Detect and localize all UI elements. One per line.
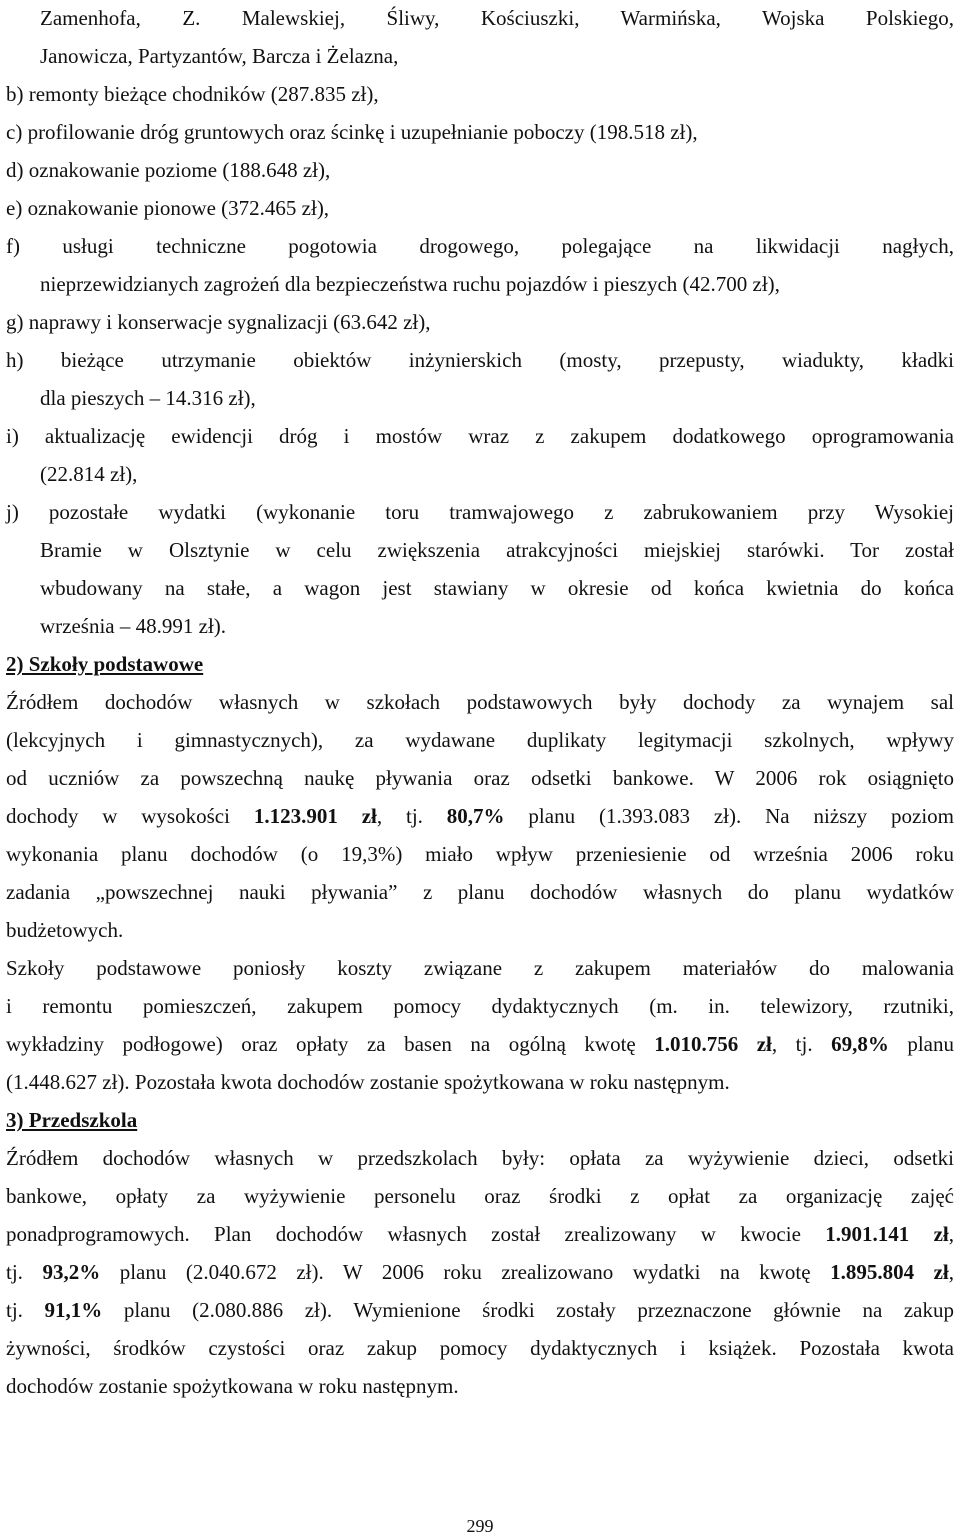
list-item-a-continued: Zamenhofa, Z. Malewskiej, Śliwy, Kościuszki, Warmińska, Wojska Polskiego,: [40, 6, 954, 30]
list-item-e: e) oznakowanie pionowe (372.465 zł),: [6, 196, 330, 220]
list-item-h: h) bieżące utrzymanie obiektów inżynierskich (mosty, przepusty, wiadukty, kładki: [6, 348, 954, 372]
paragraph-line: [6, 1032, 954, 1056]
text-span: ,: [948, 1222, 954, 1246]
text-span: , tj.: [771, 1032, 832, 1056]
list-item-b: b) remonty bieżące chodników (287.835 zł),: [6, 82, 379, 106]
list-item-g: g) naprawy i konserwacje sygnalizacji (63.642 zł),: [6, 310, 431, 334]
paragraph-line: i remontu pomieszczeń, zakupem pomocy dydaktycznych (m. in. telewizory, rzutniki,: [6, 994, 954, 1018]
list-item-f: nieprzewidzianych zagrożeń dla bezpieczeństwa ruchu pojazdów i pieszych (42.700 zł),: [40, 272, 780, 296]
list-item-j: wbudowany na stałe, a wagon jest stawiany w okresie od końca kwietnia do końca: [40, 576, 954, 600]
list-item-d: d) oznakowanie poziome (188.648 zł),: [6, 158, 331, 182]
amount-bold: 1.123.901 zł: [253, 804, 377, 828]
text-span: planu: [888, 1032, 955, 1056]
text-span: ,: [948, 1260, 955, 1284]
paragraph-line: [6, 804, 954, 828]
text-span: , tj.: [376, 804, 447, 828]
text-span: planu (2.080.886 zł). Wymienione środki zostały przeznaczone głównie na zakup: [102, 1298, 955, 1322]
amount-bold: 1.895.804 zł: [830, 1260, 949, 1284]
paragraph-line: Źródłem dochodów własnych w szkołach podstawowych były dochody za wynajem sal: [6, 690, 954, 714]
paragraph-line: wykonania planu dochodów (o 19,3%) miało wpływ przeniesienie od września 2006 roku: [6, 842, 954, 866]
section-heading: 2) Szkoły podstawowe: [6, 652, 204, 676]
text-span: tj.: [6, 1298, 45, 1322]
paragraph-line: dochodów zostanie spożytkowana w roku następnym.: [6, 1374, 459, 1398]
percent-bold: 69,8%: [831, 1032, 889, 1056]
amount-bold: 1.901.141 zł: [825, 1222, 949, 1246]
paragraph-line: Źródłem dochodów własnych w przedszkolach były: opłata za wyżywienie dzieci, odsetki: [6, 1146, 954, 1170]
paragraph-line: [6, 1298, 954, 1322]
percent-bold: 91,1%: [44, 1298, 103, 1322]
paragraph-line: Szkoły podstawowe poniosły koszty związane z zakupem materiałów do malowania: [6, 956, 954, 980]
paragraph-line: budżetowych.: [6, 918, 124, 942]
paragraph-line: [6, 1260, 954, 1284]
text-span: dochody w wysokości: [6, 804, 254, 828]
text-span: planu (1.393.083 zł). Na niższy poziom: [504, 804, 955, 828]
paragraph-line: bankowe, opłaty za wyżywienie personelu oraz środki z opłat za organizację zajęć: [6, 1184, 954, 1208]
list-item-j: Bramie w Olsztynie w celu zwiększenia atrakcyjności miejskiej starówki. Tor został: [40, 538, 954, 562]
paragraph-line: zadania „powszechnej nauki pływania” z planu dochodów własnych do planu wydatków: [6, 880, 954, 904]
amount-bold: 1.010.756 zł: [654, 1032, 772, 1056]
list-item-i: i) aktualizację ewidencji dróg i mostów wraz z zakupem dodatkowego oprogramowania: [6, 424, 954, 448]
text-span: ponadprogramowych. Plan dochodów własnych został zrealizowany w kwocie: [6, 1222, 826, 1246]
section-heading: 3) Przedszkola: [6, 1108, 138, 1132]
list-item-i: (22.814 zł),: [40, 462, 138, 486]
paragraph-line: [6, 1222, 954, 1246]
list-item-j: j) pozostałe wydatki (wykonanie toru tramwajowego z zabrukowaniem przy Wysokiej: [6, 500, 954, 524]
text-span: tj.: [6, 1260, 43, 1284]
list-item-f: f) usługi techniczne pogotowia drogowego, polegające na likwidacji nagłych,: [6, 234, 954, 258]
list-item-c: c) profilowanie dróg gruntowych oraz ścinkę i uzupełnianie poboczy (198.518 zł),: [6, 120, 698, 144]
list-item-h: dla pieszych – 14.316 zł),: [40, 386, 256, 410]
page-number: 299: [466, 1516, 494, 1536]
percent-bold: 93,2%: [42, 1260, 101, 1284]
text-span: planu (2.040.672 zł). W 2006 roku zrealizowano wydatki na kwotę: [100, 1260, 831, 1284]
list-item-j: września – 48.991 zł).: [40, 614, 227, 638]
paragraph-line: (lekcyjnych i gimnastycznych), za wydawane duplikaty legitymacji szkolnych, wpływy: [6, 728, 954, 752]
paragraph-line: żywności, środków czystości oraz zakup pomocy dydaktycznych i książek. Pozostała kwota: [6, 1336, 954, 1360]
text-span: wykładziny podłogowe) oraz opłaty za basen na ogólną kwotę: [6, 1032, 655, 1056]
paragraph-line: od uczniów za powszechną naukę pływania oraz odsetki bankowe. W 2006 rok osiągnięto: [6, 766, 954, 790]
paragraph-line: (1.448.627 zł). Pozostała kwota dochodów zostanie spożytkowana w roku następnym.: [6, 1070, 730, 1094]
percent-bold: 80,7%: [446, 804, 505, 828]
list-item-a-continued: Janowicza, Partyzantów, Barcza i Żelazna,: [40, 44, 399, 68]
